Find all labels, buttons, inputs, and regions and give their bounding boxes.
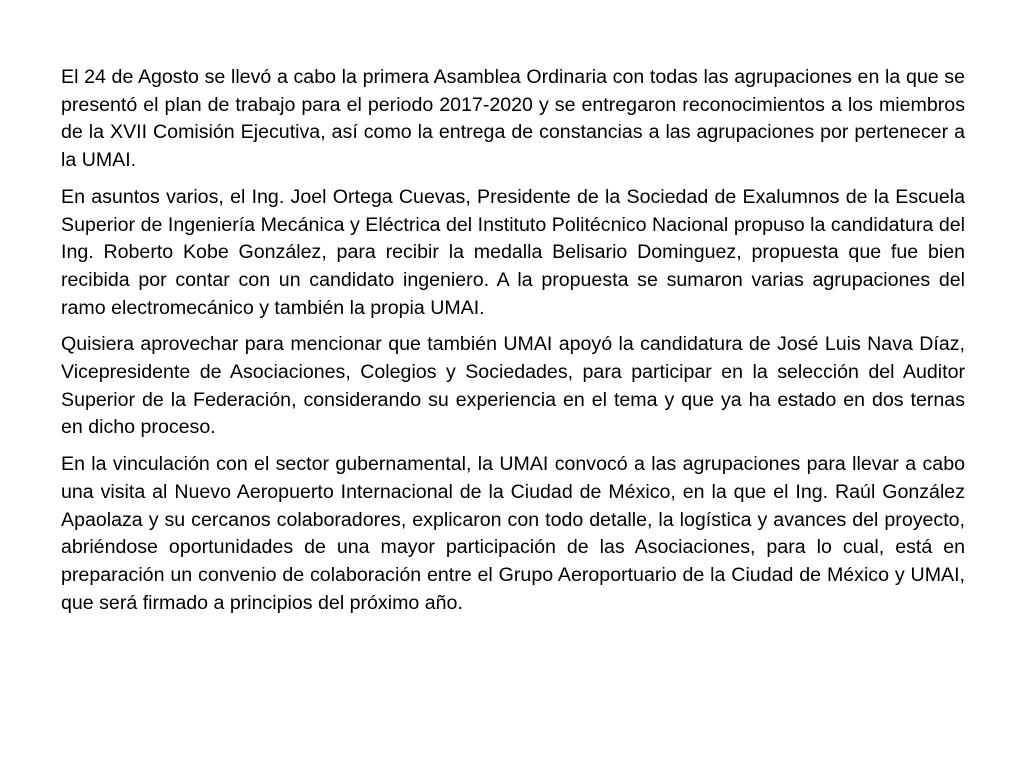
text-body <box>61 64 965 626</box>
paragraph-vinculacion: En la vinculación con el sector gubernamental, la UMAI convocó a las agrupaciones para llevar a cabo una visita al Nuevo Aeropuerto Internacional de la Ciudad de México, en la que el Ing. Raúl González Apaolaza y su cercanos colaboradores, explicaron con todo detalle, la logística y avances del proyecto, abriéndose oportunidades de una mayor participación de las Asociaciones, para lo cual, está en preparación un convenio de colaboración entre el Grupo Aeroportuario de la Ciudad de México y UMAI, que será firmado a principios del próximo año. <box>61 453 965 614</box>
paragraph-candidatura-auditor: Quisiera aprovechar para mencionar que también UMAI apoyó la candidatura de José Luis Nava Díaz, Vicepresidente de Asociaciones, Colegios y Sociedades, para participar en la selección del Auditor Superior de la Federación, considerando su experiencia en el tema y que ya ha estado en dos ternas en dicho proceso. <box>61 333 965 439</box>
paragraph-asuntos-varios: En asuntos varios, el Ing. Joel Ortega Cuevas, Presidente de la Sociedad de Exalumnos de la Escuela Superior de Ingeniería Mecánica y Eléctrica del Instituto Politécnico Nacional propuso la candidatura del Ing. Roberto Kobe González, para recibir la medalla Belisario Dominguez, propuesta que fue bien recibida por contar con un candidato ingeniero. A la propuesta se sumaron varias agrupaciones del ramo electromecánico y también la propia UMAI. <box>61 185 965 319</box>
paragraph-asamblea: El 24 de Agosto se llevó a cabo la primera Asamblea Ordinaria con todas las agrupaciones en la que se presentó el plan de trabajo para el periodo 2017-2020 y se entregaron reconocimientos a los miembros de la XVII Comisión Ejecutiva, así como la entrega de constancias a las agrupaciones por pertenecer a la UMAI. <box>61 66 965 172</box>
